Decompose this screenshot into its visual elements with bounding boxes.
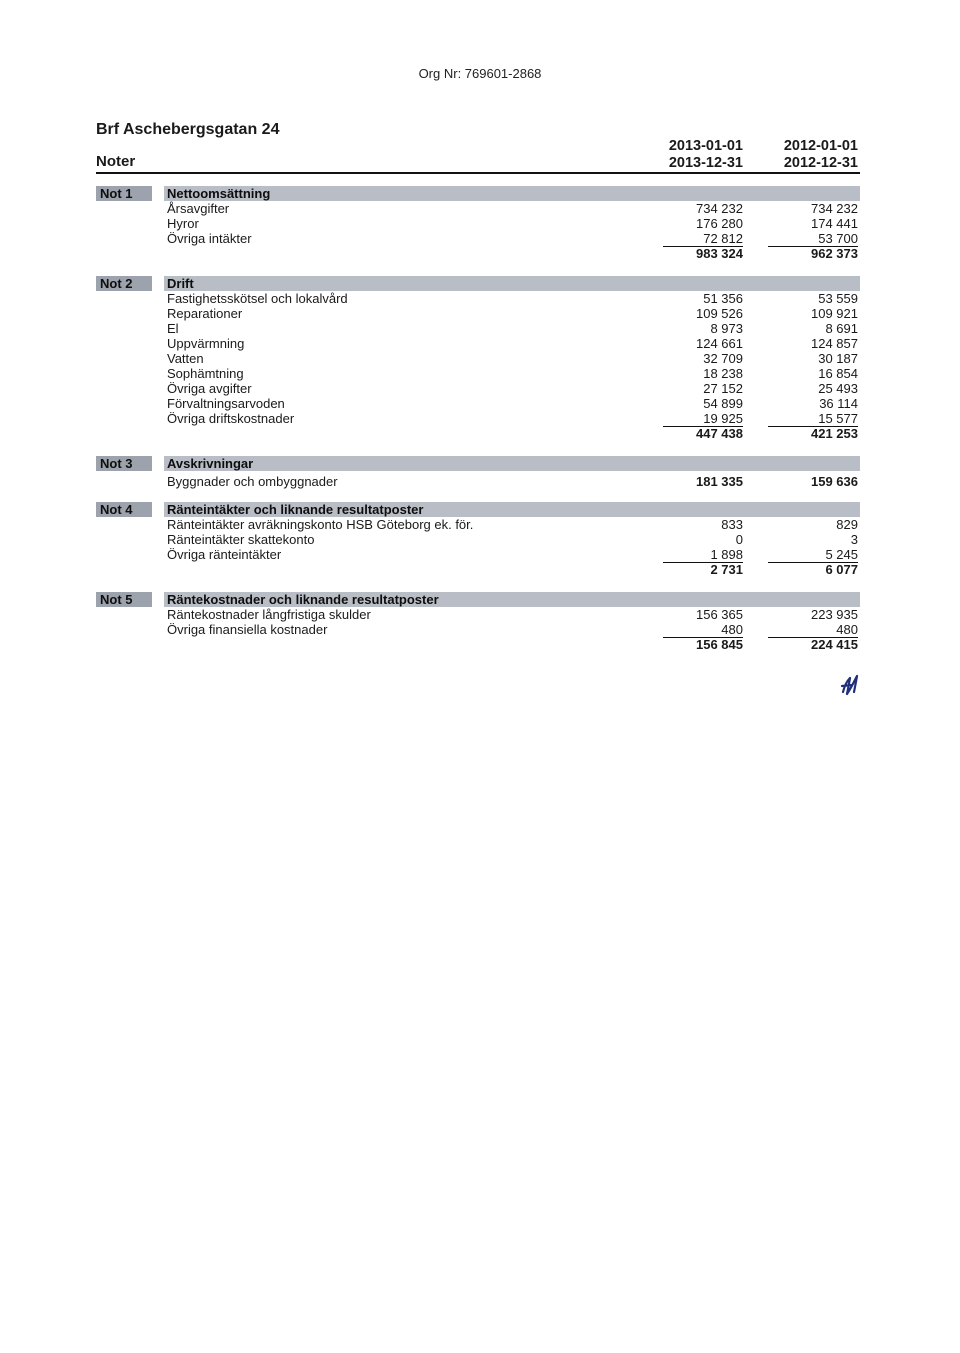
note-total-row (96, 246, 860, 261)
note-row (96, 411, 860, 426)
value-2013: 27 152 (703, 381, 743, 396)
note-row (96, 306, 860, 321)
row-label: El (167, 321, 179, 336)
noter-heading: Noter (96, 153, 136, 170)
org-number: Org Nr: 769601-2868 (418, 66, 542, 81)
value-2013: 18 238 (703, 366, 743, 381)
note-3 (96, 456, 860, 489)
note-2 (96, 276, 860, 441)
value-2012: 734 232 (811, 201, 858, 216)
note-row (96, 321, 860, 336)
value-2012: 124 857 (811, 336, 858, 351)
note-label: Not 4 (96, 502, 152, 517)
value-2012: 53 700 (768, 231, 858, 247)
handwritten-initials (839, 672, 863, 698)
note-total-row (96, 562, 860, 577)
value-2013: 8 973 (710, 321, 743, 336)
note-header (96, 592, 860, 607)
total-2013: 983 324 (696, 246, 743, 261)
value-2012: 25 493 (818, 381, 858, 396)
value-2012: 53 559 (818, 291, 858, 306)
note-row (96, 622, 860, 637)
note-row (96, 396, 860, 411)
note-row (96, 547, 860, 562)
total-2013: 447 438 (696, 426, 743, 441)
period-current (669, 138, 743, 172)
note-row (96, 201, 860, 216)
note-title: Drift (164, 276, 860, 291)
value-2012: 109 921 (811, 306, 858, 321)
value-2012: 8 691 (825, 321, 858, 336)
note-title: Nettoomsättning (164, 186, 860, 201)
value-2012: 159 636 (811, 474, 858, 489)
row-label: Reparationer (167, 306, 243, 321)
value-2013: 32 709 (703, 351, 743, 366)
value-2012: 3 (850, 532, 858, 547)
note-row (96, 291, 860, 306)
row-label: Övriga intäkter (167, 231, 252, 246)
row-label: Övriga driftskostnader (167, 411, 295, 426)
note-title: Räntekostnader och liknande resultatposter (164, 592, 860, 607)
value-2012: 829 (836, 517, 858, 532)
note-label: Not 2 (96, 276, 152, 291)
note-row (96, 474, 860, 489)
value-2013: 156 365 (696, 607, 743, 622)
period-current-end: 2013-12-31 (668, 155, 743, 171)
period-current-start: 2013-01-01 (668, 138, 743, 154)
row-label: Ränteintäkter skattekonto (167, 532, 315, 547)
value-2013: 0 (735, 532, 743, 547)
row-label: Sophämtning (167, 366, 244, 381)
note-row (96, 366, 860, 381)
note-header (96, 502, 860, 517)
value-2012: 36 114 (819, 396, 858, 411)
note-label: Not 5 (96, 592, 152, 607)
note-1 (96, 186, 860, 261)
value-2013: 833 (721, 517, 743, 532)
row-label: Räntekostnader långfristiga skulder (167, 607, 371, 622)
note-header (96, 276, 860, 291)
value-2013: 109 526 (696, 306, 743, 321)
total-2013: 156 845 (696, 637, 743, 652)
note-title: Avskrivningar (164, 456, 860, 471)
value-2013: 1 898 (663, 547, 743, 563)
note-label: Not 1 (96, 186, 152, 201)
note-header (96, 456, 860, 471)
total-2012: 421 253 (811, 426, 858, 441)
value-2013: 19 925 (663, 411, 743, 427)
value-2013: 734 232 (696, 201, 743, 216)
value-2013: 176 280 (696, 216, 743, 231)
header-rule (96, 172, 860, 174)
period-prior-start: 2012-01-01 (783, 138, 858, 154)
row-label: Vatten (167, 351, 204, 366)
value-2013: 54 899 (703, 396, 743, 411)
note-total-row (96, 637, 860, 652)
total-2012: 224 415 (811, 637, 858, 652)
row-label: Hyror (167, 216, 199, 231)
value-2012: 223 935 (811, 607, 858, 622)
row-label: Byggnader och ombyggnader (167, 474, 338, 489)
value-2012: 30 187 (818, 351, 858, 366)
value-2012: 5 245 (768, 547, 858, 563)
note-row (96, 336, 860, 351)
note-row (96, 231, 860, 246)
row-label: Fastighetsskötsel och lokalvård (167, 291, 348, 306)
note-total-row (96, 426, 860, 441)
value-2012: 15 577 (768, 411, 858, 427)
period-prior-end: 2012-12-31 (783, 155, 858, 171)
value-2013: 124 661 (696, 336, 743, 351)
note-row (96, 532, 860, 547)
total-2012: 962 373 (811, 246, 858, 261)
value-2013: 72 812 (663, 231, 743, 247)
note-row (96, 351, 860, 366)
row-label: Ränteintäkter avräkningskonto HSB Göteborg ek. för. (167, 517, 474, 532)
note-row (96, 607, 860, 622)
total-2012: 6 077 (825, 562, 858, 577)
value-2012: 16 854 (818, 366, 858, 381)
note-label: Not 3 (96, 456, 152, 471)
note-4 (96, 502, 860, 577)
row-label: Förvaltningsarvoden (167, 396, 285, 411)
value-2013: 51 356 (703, 291, 743, 306)
note-header (96, 186, 860, 201)
value-2012: 480 (768, 622, 858, 638)
note-row (96, 517, 860, 532)
row-label: Övriga finansiella kostnader (167, 622, 328, 637)
row-label: Övriga avgifter (167, 381, 252, 396)
note-5 (96, 592, 860, 652)
value-2013: 181 335 (696, 474, 743, 489)
note-row (96, 216, 860, 231)
row-label: Årsavgifter (167, 201, 230, 216)
period-prior (784, 138, 858, 172)
row-label: Uppvärmning (167, 336, 245, 351)
note-row (96, 381, 860, 396)
company-name: Brf Aschebergsgatan 24 (96, 121, 280, 138)
value-2013: 480 (663, 622, 743, 638)
row-label: Övriga ränteintäkter (167, 547, 282, 562)
total-2013: 2 731 (710, 562, 743, 577)
value-2012: 174 441 (811, 216, 858, 231)
note-title: Ränteintäkter och liknande resultatposter (164, 502, 860, 517)
